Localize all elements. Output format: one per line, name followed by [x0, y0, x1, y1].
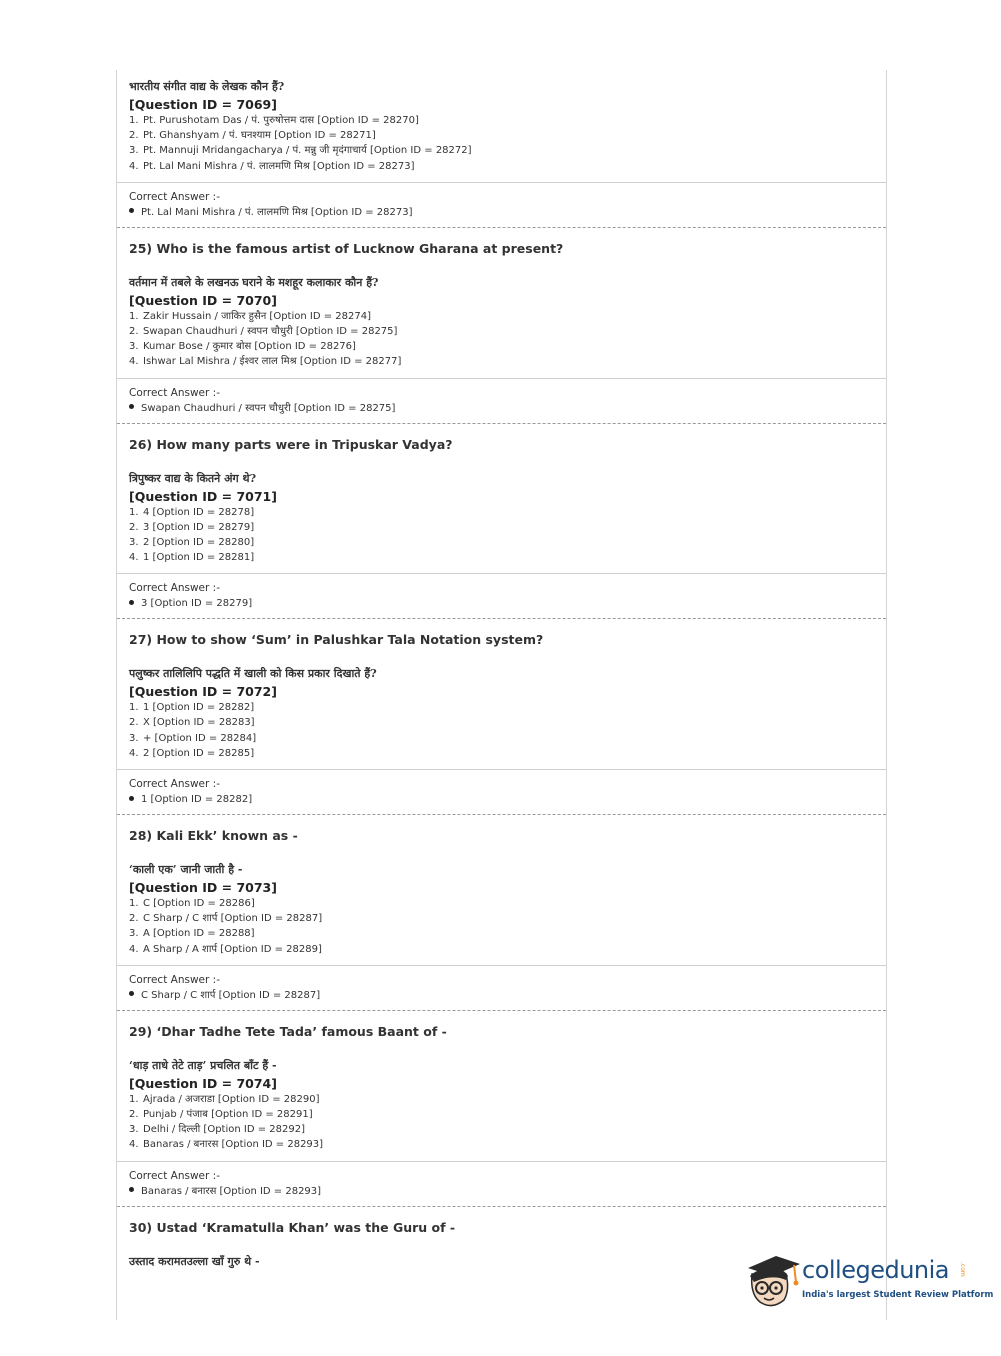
option-item: 4. Banaras / बनारस [Option ID = 28293] [129, 1139, 324, 1151]
option-item: 3. Kumar Bose / कुमार बोस [Option ID = 28276] [129, 341, 356, 353]
bullet-icon [129, 1187, 134, 1192]
bullet-icon [129, 600, 134, 605]
option-item: 4. Pt. Lal Mani Mishra / पं. लालमणि मिश्र [Option ID = 28273] [129, 160, 415, 172]
correct-answer-label: Correct Answer :- [129, 778, 220, 790]
exam-page [116, 70, 887, 1320]
correct-answer-label: Correct Answer :- [129, 1169, 220, 1182]
question-hindi-text: भारतीय संगीत वाद्य के लेखक कौन हैं? [129, 80, 285, 93]
question-block-26 [117, 424, 886, 620]
options-list [129, 505, 874, 566]
option-item: 1. Pt. Purushotam Das / पं. पुरुषोत्तम दास [Option ID = 28270] [129, 115, 419, 126]
option-item: 3. Pt. Mannuji Mridangacharya / पं. मन्नु जी मृदंगाचार्य [Option ID = 28272] [129, 145, 472, 157]
bullet-icon [129, 404, 134, 409]
correct-answer: 1 [Option ID = 28282] [129, 792, 874, 808]
question-id: [Question ID = 7070] [129, 292, 277, 308]
option-item: 1. C [Option ID = 28286] [129, 898, 255, 909]
question-block-28 [117, 815, 886, 1011]
question-heading: 30) Ustad ‘Kramatulla Khan’ was the Guru of - [129, 1219, 456, 1235]
question-block-24 [117, 70, 886, 228]
correct-answer-label: Correct Answer :- [129, 190, 220, 203]
question-id: [Question ID = 7074] [129, 1075, 277, 1091]
question-block-25 [117, 228, 886, 424]
option-item: 4. 1 [Option ID = 28281] [129, 552, 255, 564]
question-heading: 29) ‘Dhar Tadhe Tete Tada’ famous Baant of - [129, 1023, 447, 1039]
logo-tagline: India's largest Student Review Platform [802, 1290, 994, 1300]
logo-wordmark: collegedunia [802, 1256, 950, 1284]
option-item: 3. 2 [Option ID = 28280] [129, 536, 255, 548]
correct-answer: Swapan Chaudhuri / स्वपन चौधुरी [Option ID = 28275] [129, 401, 874, 417]
question-hindi-text: ‘काली एक’ जानी जाती है - [129, 863, 243, 876]
option-item: 2. X [Option ID = 28283] [129, 717, 255, 729]
question-block-27 [117, 619, 886, 815]
option-item: 1. Zakir Hussain / जाकिर हुसैन [Option ID = 28274] [129, 310, 371, 322]
question-block-29 [117, 1011, 886, 1207]
option-item: 1. 1 [Option ID = 28282] [129, 702, 255, 714]
question-hindi-text: ‘धाड़ ताधे तेटे ताड़’ प्रचलित बाँट हैं - [129, 1058, 277, 1072]
question-id: [Question ID = 7072] [129, 684, 277, 700]
collegedunia-logo [742, 1250, 994, 1312]
question-heading: 26) How many parts were in Tripuskar Vadya? [129, 436, 453, 452]
options-list [129, 309, 874, 370]
question-hindi-text: त्रिपुष्कर वाद्य के कितने अंग थे? [129, 471, 257, 485]
mascot-icon [742, 1250, 804, 1312]
correct-answer: Banaras / बनारस [Option ID = 28293] [129, 1184, 874, 1200]
question-hindi-text: पलुष्कर तालिलिपि पद्धति में खाली को किस प्रकार दिखाते हैं? [129, 667, 377, 681]
question-hindi-text: वर्तमान में तबले के लखनऊ घराने के मशहूर कलाकार कौन हैं? [129, 275, 379, 289]
option-item: 1. 4 [Option ID = 28278] [129, 506, 255, 518]
question-id: [Question ID = 7069] [129, 97, 277, 112]
correct-answer: 3 [Option ID = 28279] [129, 596, 874, 612]
option-item: 3. + [Option ID = 28284] [129, 732, 257, 744]
question-heading: 25) Who is the famous artist of Lucknow Gharana at present? [129, 240, 564, 256]
options-list [129, 896, 874, 957]
option-item: 2. Pt. Ghanshyam / पं. घनश्याम [Option ID = 28271] [129, 130, 376, 142]
bullet-icon [129, 208, 134, 213]
option-item: 2. C Sharp / C शार्प [Option ID = 28287] [129, 913, 323, 925]
question-heading: 27) How to show ‘Sum’ in Palushkar Tala Notation system? [129, 632, 544, 648]
bullet-icon [129, 796, 134, 801]
logo-suffix: .com [959, 1262, 966, 1277]
option-item: 3. Delhi / दिल्ली [Option ID = 28292] [129, 1124, 305, 1136]
correct-answer: Pt. Lal Mani Mishra / पं. लालमणि मिश्र [Option ID = 28273] [129, 205, 874, 221]
question-hindi-text: उस्ताद करामतउल्ला खाँ गुरु थे - [129, 1254, 260, 1268]
option-item: 2. Punjab / पंजाब [Option ID = 28291] [129, 1108, 313, 1120]
correct-answer-label: Correct Answer :- [129, 973, 220, 986]
correct-answer-label: Correct Answer :- [129, 582, 220, 595]
question-id: [Question ID = 7071] [129, 488, 277, 504]
options-list [129, 113, 874, 174]
options-list [129, 1092, 874, 1153]
options-list [129, 700, 874, 761]
bullet-icon [129, 991, 134, 996]
option-item: 4. A Sharp / A शार्प [Option ID = 28289] [129, 943, 322, 955]
option-item: 2. 3 [Option ID = 28279] [129, 521, 255, 533]
question-heading: 28) Kali Ekk’ known as - [129, 828, 298, 843]
correct-answer-label: Correct Answer :- [129, 386, 220, 399]
option-item: 3. A [Option ID = 28288] [129, 928, 255, 940]
option-item: 4. 2 [Option ID = 28285] [129, 747, 255, 759]
option-item: 4. Ishwar Lal Mishra / ईश्वर लाल मिश्र [Option ID = 28277] [129, 356, 402, 368]
correct-answer: C Sharp / C शार्प [Option ID = 28287] [129, 988, 874, 1004]
option-item: 2. Swapan Chaudhuri / स्वपन चौधुरी [Option ID = 28275] [129, 325, 398, 337]
option-item: 1. Ajrada / अजराडा [Option ID = 28290] [129, 1093, 320, 1105]
question-id: [Question ID = 7073] [129, 880, 277, 895]
